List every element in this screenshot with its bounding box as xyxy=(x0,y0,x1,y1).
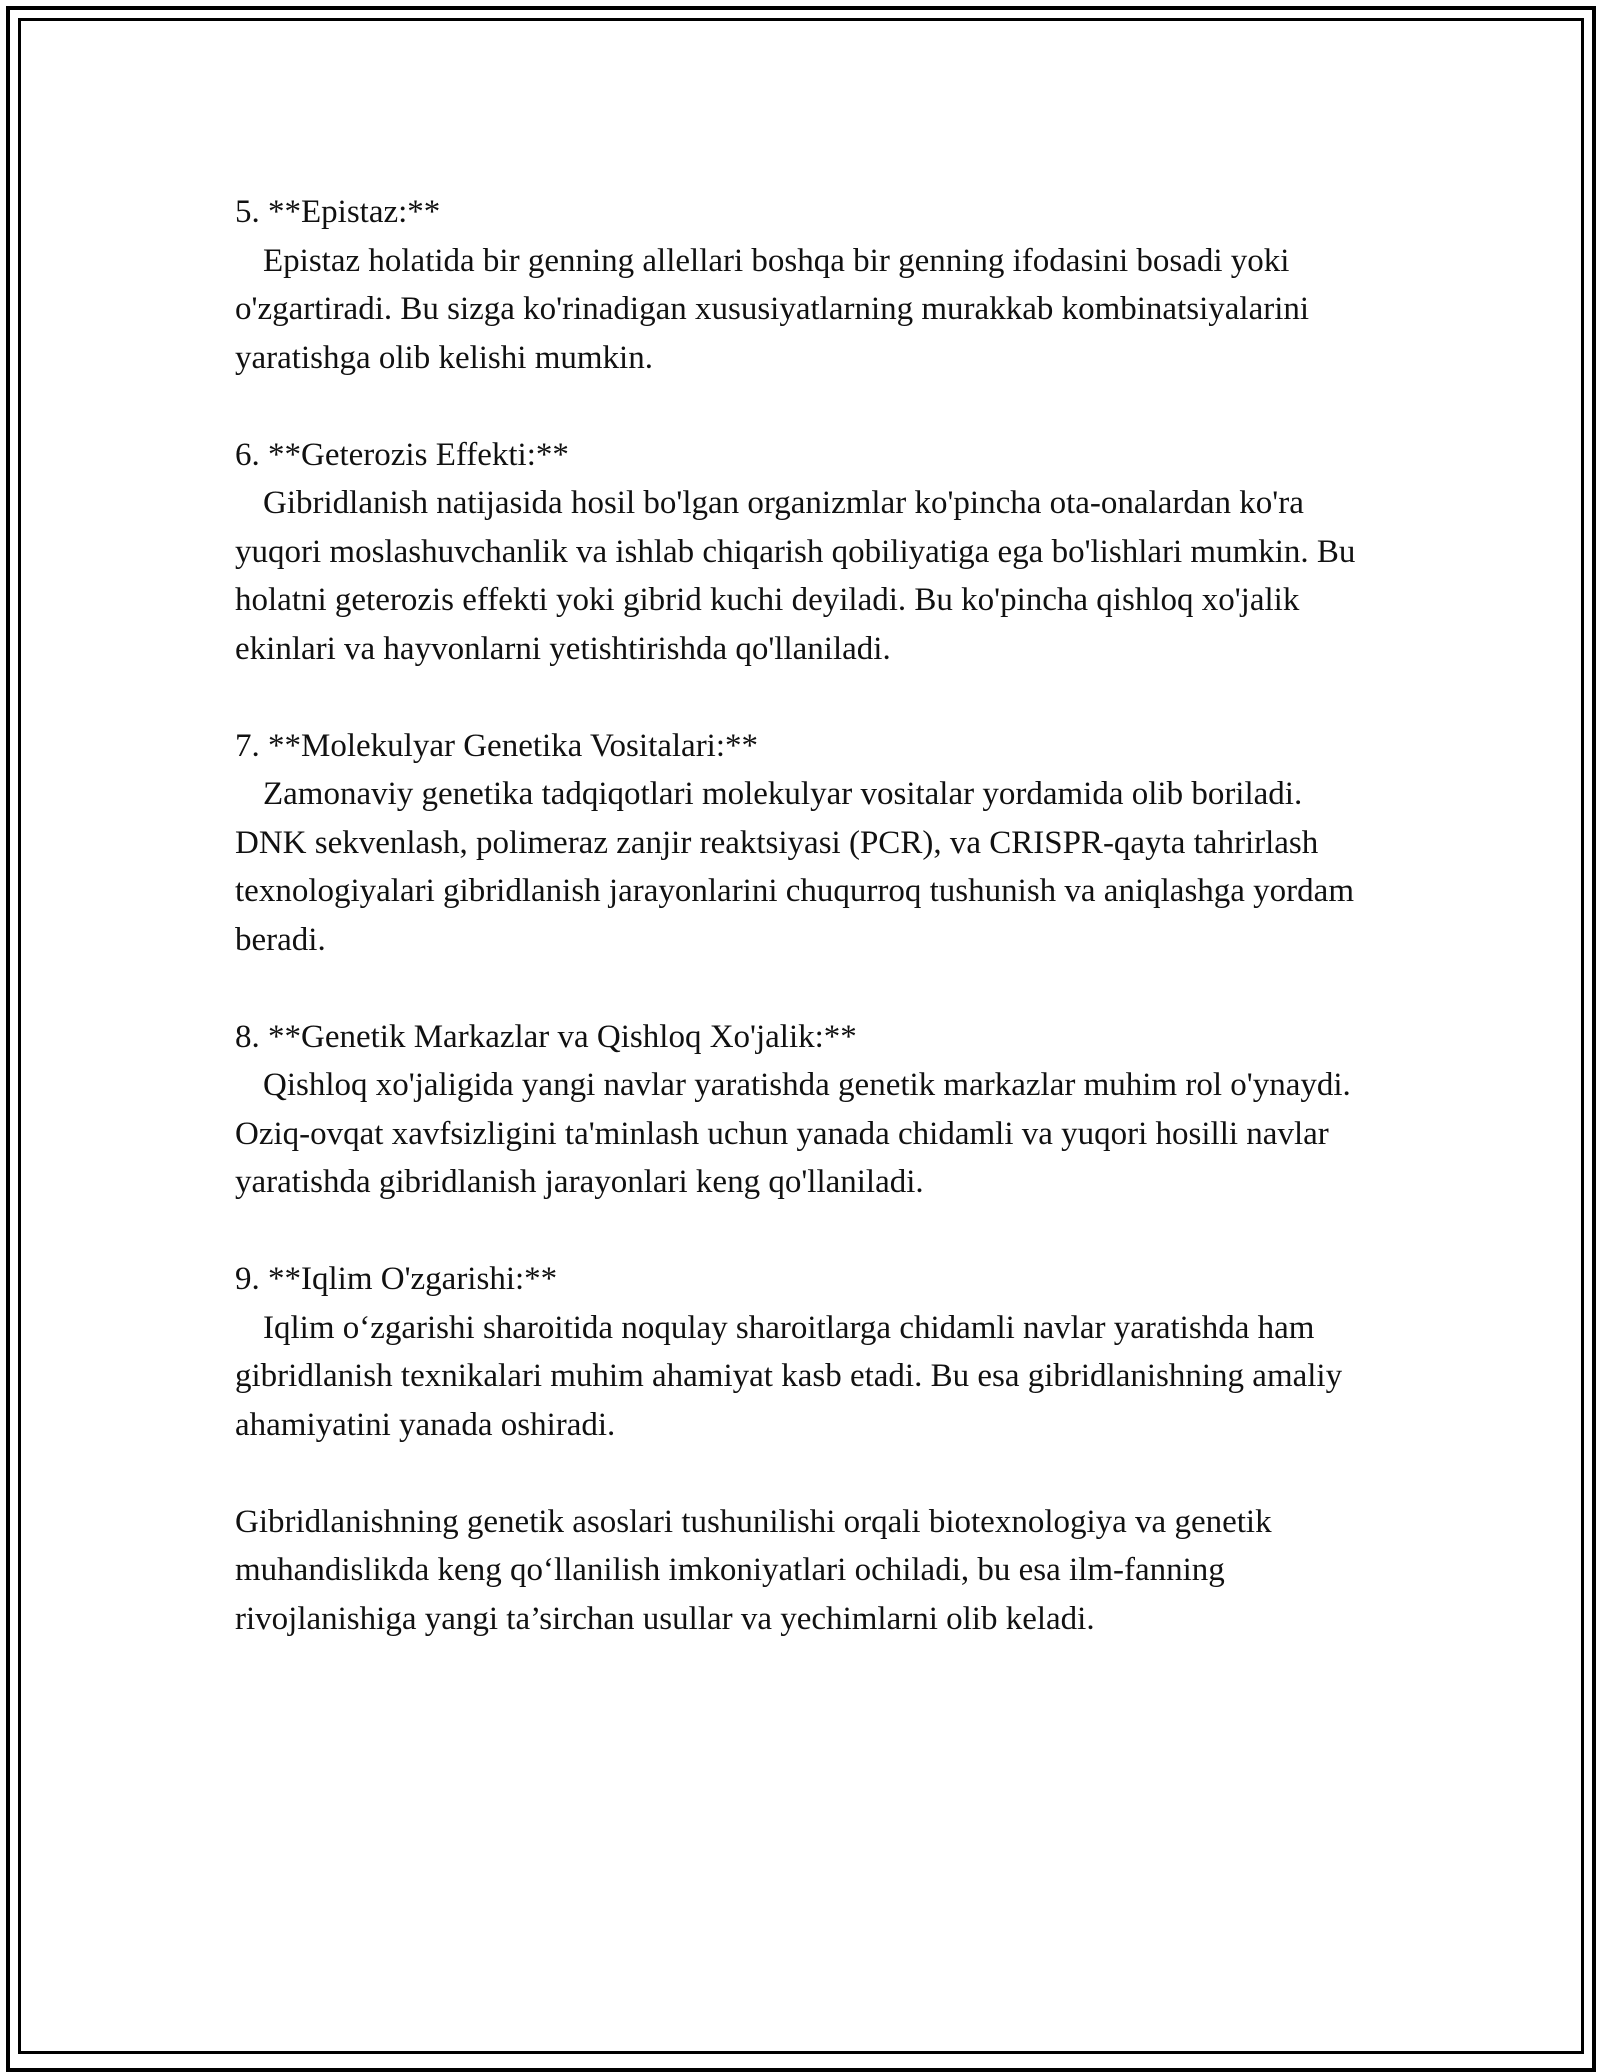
document-body xyxy=(235,188,1365,1643)
section-body: Zamonaviy genetika tadqiqotlari molekulyar vositalar yordamida olib boriladi. DNK sekvenlash, polimeraz zanjir reaktsiyasi (PCR), va CRISPR-qayta tahrirlash texnologiyalari gibridlanish jarayonlarini chuqurroq tushunish va aniqlashga yordam beradi. xyxy=(235,776,1354,958)
section-title: 8. **Genetik Markazlar va Qishloq Xo'jalik:** xyxy=(235,1018,857,1055)
section-molekulyar-genetika xyxy=(235,722,1365,965)
section-geterozis-effekti xyxy=(235,431,1365,674)
section-title: 6. **Geterozis Effekti:** xyxy=(235,436,569,473)
section-title: 5. **Epistaz:** xyxy=(235,194,441,230)
closing-paragraph: Gibridlanishning genetik asoslari tushunilishi orqali biotexnologiya va genetik muhandislikda keng qo‘llanilish imkoniyatlari ochiladi, bu esa ilm-fanning rivojlanishiga yangi ta’sirchan usullar va yechimlarni olib keladi. xyxy=(235,1503,1272,1637)
section-iqlim-ozgarishi xyxy=(235,1255,1365,1449)
section-body: Qishloq xo'jaligida yangi navlar yaratishda genetik markazlar muhim rol o'ynaydi. Oziq-ovqat xavfsizligini ta'minlash uchun yanada chidamli va yuqori hosilli navlar yaratishda gibridlanish jarayonlari keng qo'llaniladi. xyxy=(235,1067,1351,1200)
section-epistaz xyxy=(235,188,1365,382)
section-body: Iqlim o‘zgarishi sharoitida noqulay sharoitlarga chidamli navlar yaratishda ham gibridlanish texnikalari muhim ahamiyat kasb etadi. Bu esa gibridlanishning amaliy ahamiyatini yanada oshiradi. xyxy=(235,1309,1343,1443)
section-body: Gibridlanish natijasida hosil bo'lgan organizmlar ko'pincha ota-onalardan ko'ra yuqori moslashuvchanlik va ishlab chiqarish qobiliyatiga ega bo'lishlari mumkin. Bu holatni geterozis effekti yoki gibrid kuchi deyiladi. Bu ko'pincha qishloq xo'jalik ekinlari va hayvonlarni yetishtirishda qo'llaniladi. xyxy=(235,485,1356,667)
section-title: 7. **Molekulyar Genetika Vositalari:** xyxy=(235,727,759,764)
section-body: Epistaz holatida bir genning allellari boshqa bir genning ifodasini bosadi yoki o'zgartiradi. Bu sizga ko'rinadigan xususiyatlarning murakkab kombinatsiyalarini yaratishga olib kelishi mumkin. xyxy=(235,242,1310,376)
section-genetik-markazlar xyxy=(235,1013,1365,1207)
section-title: 9. **Iqlim O'zgarishi:** xyxy=(235,1261,558,1297)
